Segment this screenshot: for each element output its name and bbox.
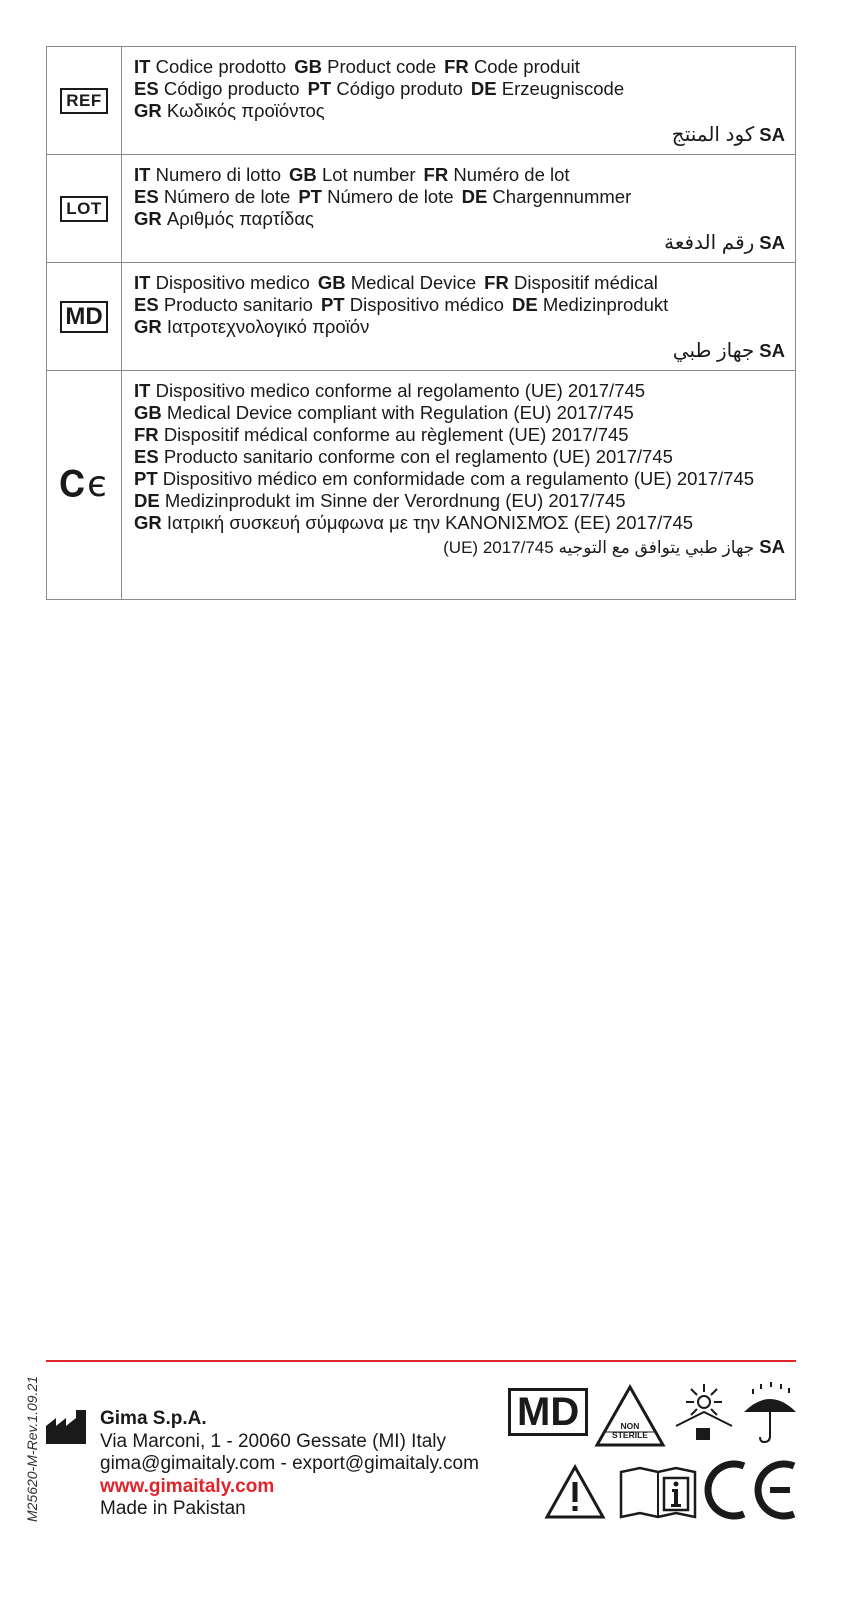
language-code: GB <box>317 272 346 293</box>
translations-cell <box>122 371 796 600</box>
arabic-text: رقم الدفعة <box>664 232 755 254</box>
translation-text: Producto sanitario <box>163 294 313 315</box>
translation-text: Dispositivo médico <box>349 294 504 315</box>
language-code: GR <box>134 208 162 229</box>
arabic-line <box>134 124 785 146</box>
translation-text: Dispositif médical <box>513 272 658 293</box>
arabic-text: جهاز طبي <box>672 340 755 362</box>
translation-text: Ιατροτεχνολογικό προϊόν <box>166 316 370 337</box>
regulatory-symbols <box>500 1380 800 1520</box>
translation-text: Codice prodotto <box>155 56 287 77</box>
language-code: SA <box>759 340 785 361</box>
translation-text: Ιατρική συσκευή σύμφωνα με την ΚΑΝΟΝΙΣΜΌΣ (ΕΕ) 2017/745 <box>166 512 694 533</box>
revision-code: M25620-M-Rev.1.09.21 <box>24 1375 40 1522</box>
ref-symbol-icon: REF <box>60 88 108 114</box>
translation-line <box>134 56 785 78</box>
manufacturer-icon <box>46 1410 88 1444</box>
translation-text: Dispositivo medico conforme al regolamento (UE) 2017/745 <box>155 380 646 401</box>
language-code: IT <box>134 164 151 185</box>
translation-line <box>134 402 785 424</box>
language-code: ES <box>134 446 159 467</box>
md-symbol-icon: MD <box>60 301 107 333</box>
translations-cell <box>122 263 796 371</box>
translation-line <box>134 294 785 316</box>
language-code: FR <box>484 272 509 293</box>
symbol-cell <box>47 263 122 371</box>
language-code: GR <box>134 512 162 533</box>
ce-mark-icon <box>704 1458 800 1522</box>
language-code: PT <box>134 468 158 489</box>
language-code: FR <box>134 424 159 445</box>
language-code: FR <box>423 164 449 185</box>
language-code: GB <box>134 402 162 423</box>
translations-cell <box>122 155 796 263</box>
translation-line <box>134 424 785 446</box>
symbol-row-lot <box>47 155 796 263</box>
arabic-line <box>134 340 785 362</box>
language-code: DE <box>470 78 497 99</box>
consult-instructions-icon <box>618 1464 698 1520</box>
keep-away-from-sunlight-icon <box>672 1382 736 1444</box>
language-code: ES <box>134 186 159 207</box>
warning-icon <box>544 1464 606 1520</box>
symbol-row-ref <box>47 47 796 155</box>
translation-line <box>134 272 785 294</box>
language-code: GR <box>134 100 162 121</box>
company-address: Via Marconi, 1 - 20060 Gessate (MI) Italy <box>100 1430 447 1452</box>
translation-text: Dispositivo medico <box>155 272 310 293</box>
language-code: PT <box>298 186 322 207</box>
translation-text: Medical Device <box>350 272 477 293</box>
translation-text: Erzeugniscode <box>501 78 625 99</box>
language-code: ES <box>134 294 159 315</box>
symbol-row-md <box>47 263 796 371</box>
translation-text: Numero di lotto <box>155 164 282 185</box>
translation-line <box>134 512 785 534</box>
language-code: FR <box>444 56 469 77</box>
translation-line <box>134 380 785 402</box>
translation-line <box>134 164 785 186</box>
language-code: SA <box>759 536 785 557</box>
translation-text: Product code <box>327 56 437 77</box>
translations-cell <box>122 47 796 155</box>
language-code: DE <box>511 294 538 315</box>
translation-text: Medizinprodukt <box>542 294 669 315</box>
translation-text: Código produto <box>336 78 463 99</box>
symbol-cell <box>47 155 122 263</box>
translation-text: Medical Device compliant with Regulation (EU) 2017/745 <box>166 402 634 423</box>
keep-dry-icon <box>740 1380 800 1444</box>
translation-line <box>134 490 785 512</box>
translation-text: Medizinprodukt im Sinne der Verordnung (EU) 2017/745 <box>164 490 626 511</box>
language-code: IT <box>134 380 151 401</box>
language-code: GR <box>134 316 162 337</box>
manufacturer-info <box>100 1408 479 1521</box>
translation-text: Code produit <box>473 56 580 77</box>
symbol-cell <box>47 371 122 600</box>
company-website[interactable]: www.gimaitaly.com <box>100 1475 275 1497</box>
language-code: PT <box>320 294 345 315</box>
arabic-text: جهاز طبي يتوافق مع التوجيه 2017/745 (UE) <box>443 538 755 557</box>
language-code: SA <box>759 124 785 145</box>
footer-divider <box>46 1360 796 1362</box>
translation-line <box>134 446 785 468</box>
company-emails[interactable]: gima@gimaitaly.com - export@gimaitaly.com <box>100 1453 479 1474</box>
symbol-cell <box>47 47 122 155</box>
non-sterile-label-2: STERILE <box>612 1430 648 1440</box>
non-sterile-icon <box>594 1384 666 1448</box>
language-code: IT <box>134 272 151 293</box>
translation-line <box>134 316 785 338</box>
translation-text: Αριθμός παρτίδας <box>166 208 314 229</box>
translation-text: Código producto <box>163 78 300 99</box>
ce-mark-icon: 𝐂є <box>59 464 109 505</box>
translation-text: Producto sanitario conforme con el reglamento (UE) 2017/745 <box>163 446 673 467</box>
translation-text: Dispositivo médico em conformidade com a regulamento (UE) 2017/745 <box>162 468 755 489</box>
arabic-text: كود المنتج <box>671 124 755 146</box>
translation-text: Número de lote <box>327 186 454 207</box>
language-code: DE <box>134 490 160 511</box>
language-code: SA <box>759 232 785 253</box>
language-code: GB <box>294 56 322 77</box>
language-code: DE <box>461 186 488 207</box>
arabic-line <box>134 536 785 559</box>
country-of-origin: Made in Pakistan <box>100 1498 246 1519</box>
translation-line <box>134 78 785 100</box>
translation-text: Lot number <box>321 164 416 185</box>
translation-line <box>134 100 785 122</box>
translation-text: Dispositif médical conforme au règlement (UE) 2017/745 <box>163 424 629 445</box>
md-symbol-icon: MD <box>508 1388 588 1436</box>
translation-text: Chargennummer <box>492 186 632 207</box>
language-code: GB <box>289 164 317 185</box>
translation-text: Numéro de lot <box>453 164 570 185</box>
language-code: IT <box>134 56 151 77</box>
symbols-table <box>46 46 796 600</box>
company-name: Gima S.p.A. <box>100 1408 207 1429</box>
translation-line <box>134 468 785 490</box>
translation-text: Número de lote <box>163 186 291 207</box>
language-code: PT <box>307 78 332 99</box>
translation-line <box>134 208 785 230</box>
language-code: ES <box>134 78 159 99</box>
arabic-line <box>134 232 785 254</box>
translation-line <box>134 186 785 208</box>
translation-text: Κωδικός προϊόντος <box>166 100 325 121</box>
symbol-row-ce <box>47 371 796 600</box>
lot-symbol-icon: LOT <box>60 196 108 222</box>
non-sterile-label-1: NON <box>620 1421 640 1431</box>
